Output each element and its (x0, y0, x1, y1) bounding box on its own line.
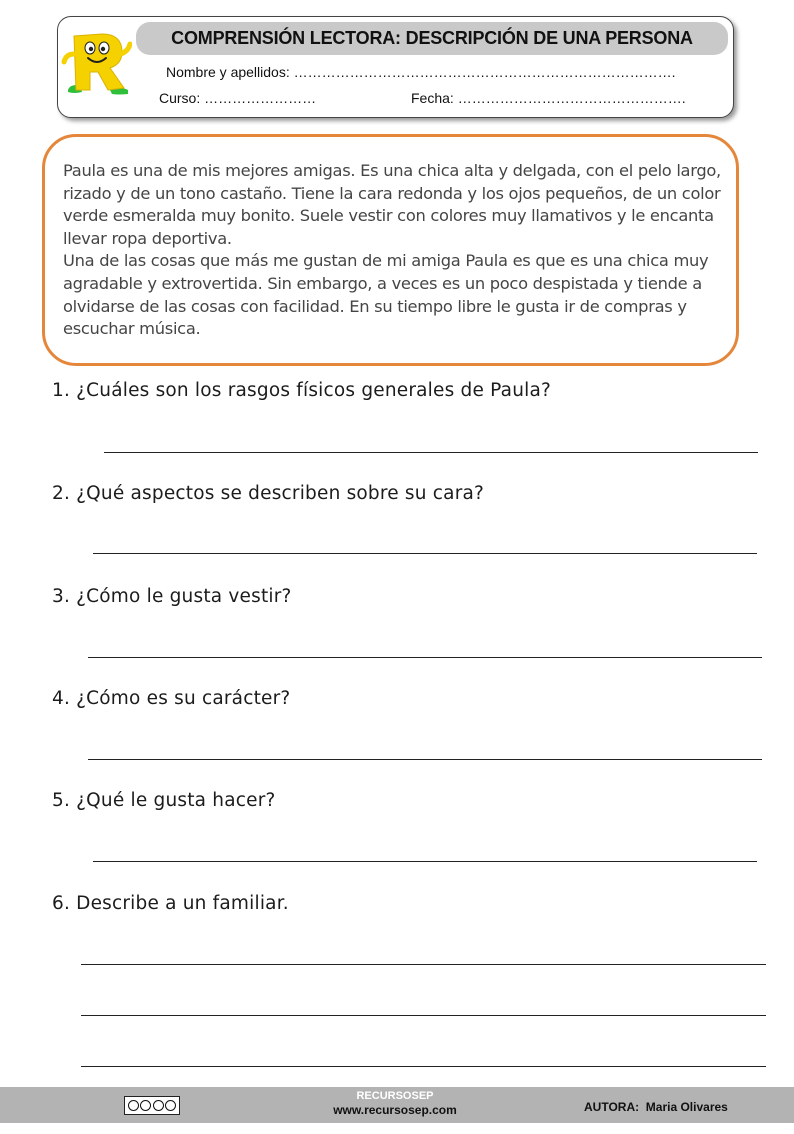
course-field: Curso: …………………… (159, 90, 317, 106)
answer-line-1[interactable] (104, 452, 758, 453)
answer-line-3[interactable] (88, 657, 762, 658)
name-field: Nombre y apellidos: ………………………………………………………………………. (166, 64, 676, 80)
passage-paragraph-2: Una de las cosas que más me gustan de mi amiga Paula es que es una chica muy agradable y extrovertida. Sin embargo, a veces es un poco despistada y tiende a olvidarse de las cosas con facilidad. En su tiempo libre le gusta ir de compras y escuchar música. (63, 251, 709, 339)
date-field: Fecha: …………………………………………. (411, 90, 686, 106)
author-label: AUTORA: (584, 1100, 640, 1114)
passage-paragraph-1: Paula es una de mis mejores amigas. Es una chica alta y delgada, con el pelo largo, rizado y de un tono castaño. Tiene la cara redonda y los ojos pequeños, de un color verde esmeralda muy bonito. Suele vestir con colores muy llamativos y le encanta llevar ropa deportiva. (63, 161, 721, 248)
question-3: 3. ¿Cómo le gusta vestir? (52, 586, 292, 607)
answer-line-5[interactable] (93, 861, 757, 862)
question-6: 6. Describe a un familiar. (52, 893, 289, 914)
answer-line-4[interactable] (88, 759, 762, 760)
letter-r-mascot-icon (60, 28, 132, 100)
reading-passage (63, 160, 723, 341)
author-name: Maria Olivares (645, 1100, 728, 1114)
footer-brand: RECURSOSEP (356, 1090, 434, 1102)
worksheet-title: COMPRENSIÓN LECTORA: DESCRIPCIÓN DE UNA PERSONA (136, 22, 728, 55)
nc-circle-icon (153, 1100, 164, 1111)
answer-line-6b[interactable] (81, 1015, 766, 1016)
answer-line-6c[interactable] (81, 1066, 766, 1067)
creative-commons-by-nc-sa-icon (124, 1096, 180, 1115)
footer-author (584, 1100, 728, 1114)
answer-line-2[interactable] (93, 553, 757, 554)
cc-circle-icon (128, 1100, 139, 1111)
question-4: 4. ¿Cómo es su carácter? (52, 688, 291, 709)
by-circle-icon (140, 1100, 151, 1111)
footer-website-link[interactable]: www.recursosep.com (333, 1103, 457, 1117)
question-5: 5. ¿Qué le gusta hacer? (52, 790, 276, 811)
question-2: 2. ¿Qué aspectos se describen sobre su cara? (52, 483, 485, 504)
sa-circle-icon (165, 1100, 176, 1111)
question-1: 1. ¿Cuáles son los rasgos físicos generales de Paula? (52, 380, 552, 401)
answer-line-6a[interactable] (81, 964, 766, 965)
